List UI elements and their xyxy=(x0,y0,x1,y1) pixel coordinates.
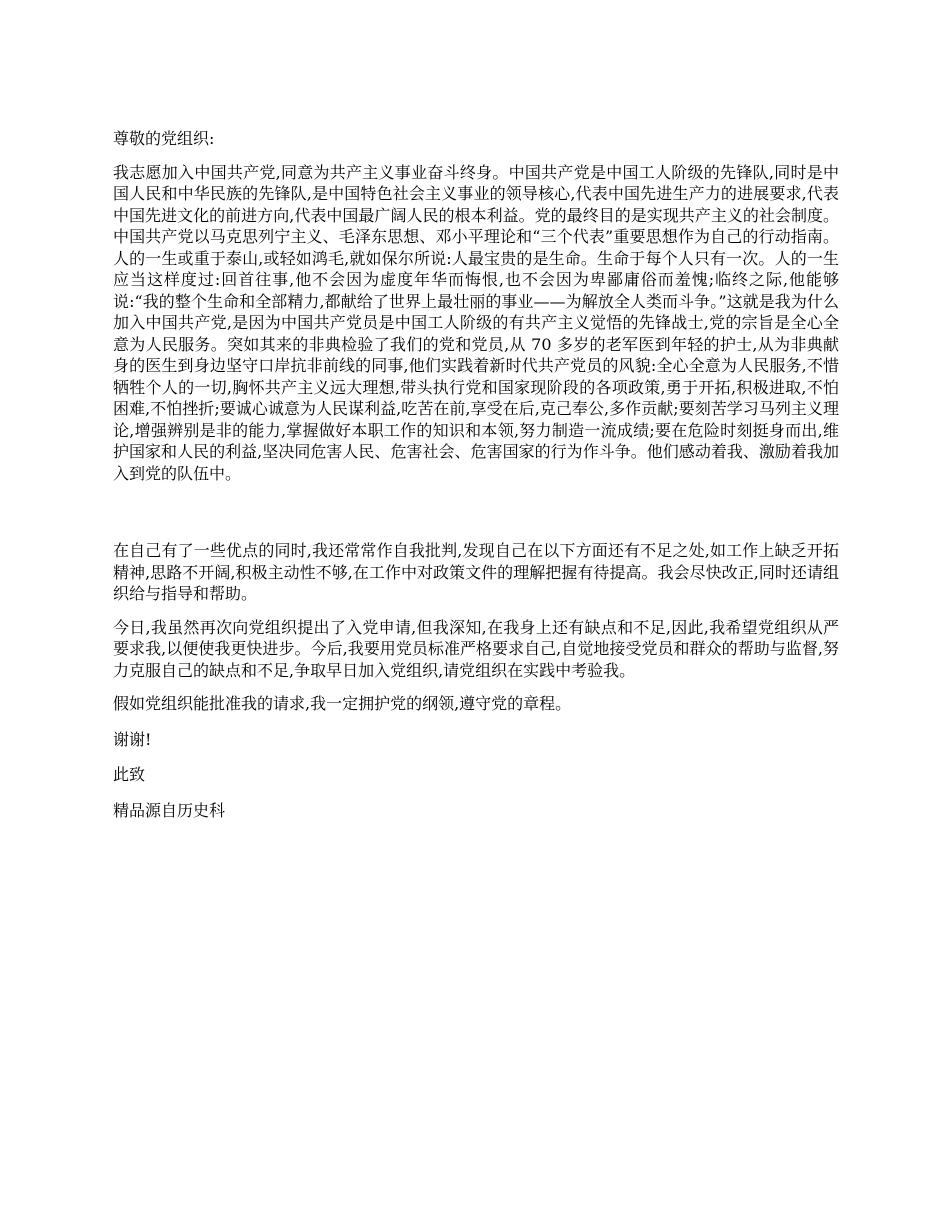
footer-line: 精品源自历史科 xyxy=(113,800,226,820)
paragraph-gap xyxy=(113,496,839,540)
paragraph-pledge: 假如党组织能批准我的请求,我一定拥护党的纲领,遵守党的章程。 xyxy=(113,694,572,713)
salutation: 尊敬的党组织: xyxy=(113,129,215,148)
paragraph-self-criticism: 在自己有了一些优点的同时,我还常常作自我批判,发现自己在以下方面还有不足之处,如工作上缺乏开拓精神,思路不开阔,积极主动性不够,在工作中对政策文件的理解把握有待提高。我会尽快改正,同时还请组织给与指导和帮助。 xyxy=(113,541,839,603)
paragraph-request: 今日,我虽然再次向党组织提出了入党申请,但我深知,在我身上还有缺点和不足,因此,我希望党组织从严要求我,以便使我更快进步。今后,我要用党员标准严格要求自己,自觉地接受党员和群众的帮助与监督,努力克服自己的缺点和不足,争取早日加入党组织,请党组织在实践中考验我。 xyxy=(113,617,839,680)
thanks-line: 谢谢! xyxy=(113,729,152,749)
closing-line: 此致 xyxy=(113,765,146,784)
paragraph-motivation: 我志愿加入中国共产党,同意为共产主义事业奋斗终身。中国共产党是中国工人阶级的先锋队,同时是中国人民和中华民族的先锋队,是中国特色社会主义事业的领导核心,代表中国先进生产力的进展要求,代表中国先进文化的前进方向,代表中国最广阔人民的根本利益。党的最终目的是实现共产主义的社会制度。中国共产党以马克思列宁主义、毛泽东思想、邓小平理论和“三个代表”重要思想作为自己的行动指南。 人的一生或重于泰山,或轻如鸿毛,就如保尔所说:人最宝贵的是生命。生命于每个人只有一次。人的一生应当这样度过:回首往事,他不会因为虚度年华而悔恨,也不会因为卑鄙庸俗而羞愧;临终之际,他能够说:“我的整个生命和全部精力,都献给了世界上最壮丽的事业——为解放全人类而斗争。”这就是我为什么加入中国共产党,是因为中国共产党员是中国工人阶级的有共产主义觉悟的先锋战士,党的宗旨是全心全意为人民服务。突如其来的非典检验了我们的党和党员,从 70 多岁的老军医到年轻的护士,从为非典献身的医生到身边坚守口岸抗非前线的同事,他们实践着新时代共产党员的风貌:全心全意为人民服务,不惜牺牲个人的一切,胸怀共产主义远大理想,带头执行党和国家现阶段的各项政策,勇于开拓,积极进取,不怕困难,不怕挫折;要诚心诚意为人民谋利益,吃苦在前,享受在后,克己奉公,多作贡献;要刻苦学习马列主义理论,增强辨别是非的能力,掌握做好本职工作的知识和本领,努力制造一流成绩;要在危险时刻挺身而出,维护国家和人民的利益,坚决同危害人民、危害社会、危害国家的行为作斗争。他们感动着我、激励着我加入到党的队伍中。 xyxy=(113,162,839,483)
letter-document xyxy=(113,128,839,835)
